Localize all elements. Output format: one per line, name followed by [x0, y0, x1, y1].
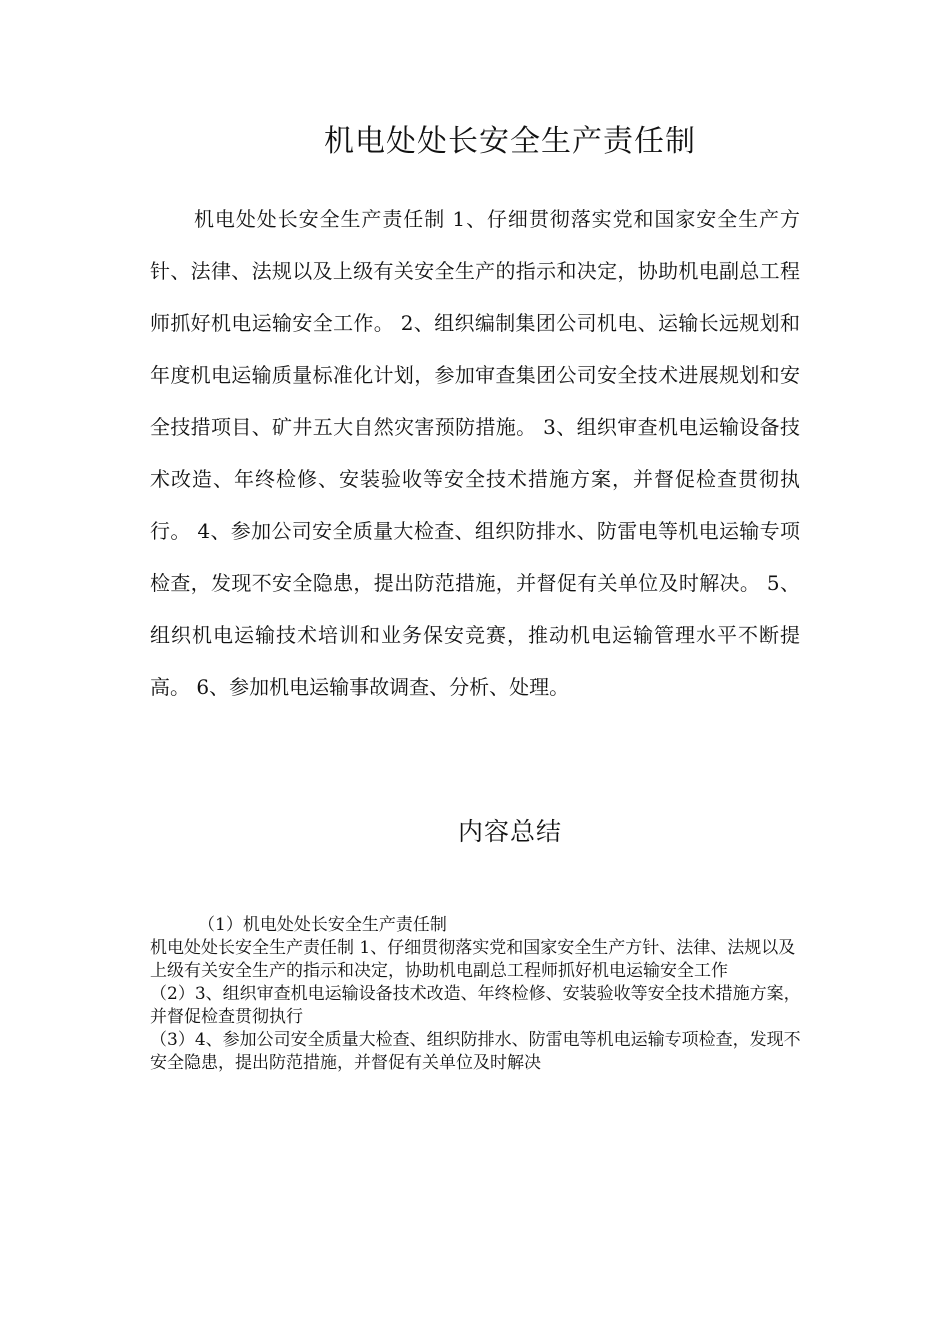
summary-item-3: （3）4、参加公司安全质量大检查、组织防排水、防雷电等机电运输专项检查，发现不安全隐患，提出防范措施，并督促有关单位及时解决	[150, 1030, 801, 1073]
document-body: 机电处处长安全生产责任制 1、仔细贯彻落实党和国家安全生产方针、法律、法规以及上级有关安全生产的指示和决定，协助机电副总工程师抓好机电运输安全工作。 2、组织编制集团公司机电、运输长远规划和年度机电运输质量标准化计划，参加审查集团公司安全技术进展规划和安全技措项目、矿井五大自然灾害预防措施。 3、组织审查机电运输设备技术改造、年终检修、安装验收等安全技术措施方案，并督促检查贯彻执行。 4、参加公司安全质量大检查、组织防排水、防雷电等机电运输专项检查，发现不安全隐患，提出防范措施，并督促有关单位及时解决。 5、组织机电运输技术培训和业务保安竞赛，推动机电运输管理水平不断提高。 6、参加机电运输事故调查、分析、处理。	[150, 207, 800, 699]
summary-item-2: （2）3、组织审查机电运输设备技术改造、年终检修、安装验收等安全技术措施方案，并督促检查贯彻执行	[150, 984, 801, 1027]
summary-section	[150, 914, 805, 1075]
summary-title: 内容总结	[457, 817, 562, 846]
summary-heading: （1）机电处处长安全生产责任制	[198, 915, 447, 935]
document-title: 机电处处长安全生产责任制	[324, 124, 696, 159]
summary-item-1: 机电处处长安全生产责任制 1、仔细贯彻落实党和国家安全生产方针、法律、法规以及上级有关安全生产的指示和决定，协助机电副总工程师抓好机电运输安全工作	[150, 938, 796, 981]
